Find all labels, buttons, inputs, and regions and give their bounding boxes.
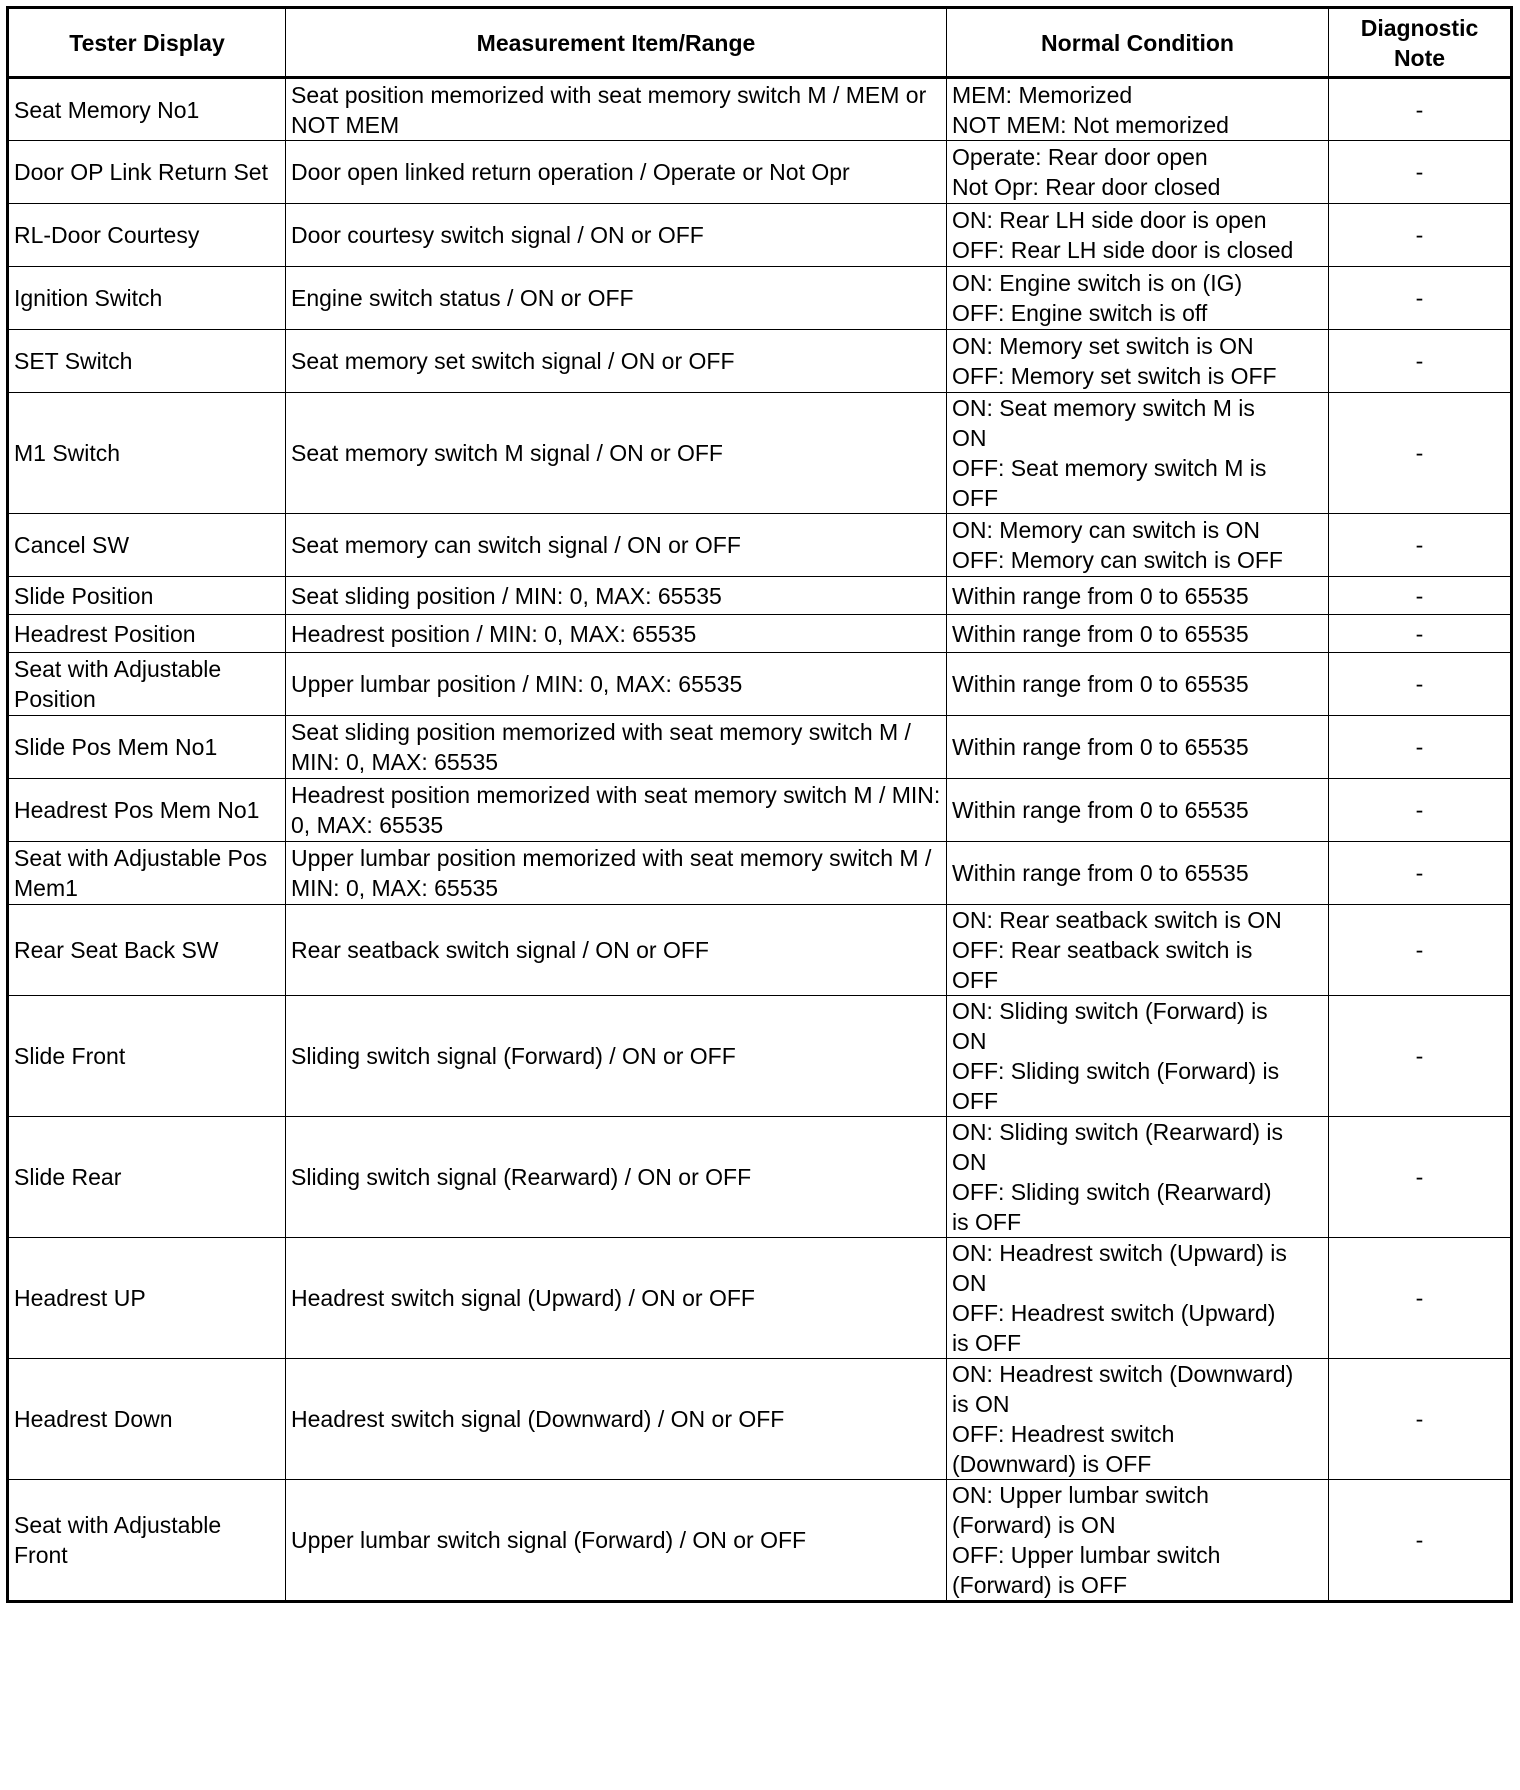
- cell-diagnostic-note: -: [1329, 1480, 1512, 1602]
- cell-diagnostic-note: -: [1329, 141, 1512, 204]
- cell-diagnostic-note: -: [1329, 905, 1512, 996]
- cell-normal-condition: ON: Rear LH side door is open OFF: Rear LH side door is closed: [947, 204, 1329, 267]
- table-row: [8, 1359, 1512, 1480]
- cell-tester-display: Seat Memory No1: [8, 78, 286, 141]
- cell-diagnostic-note: -: [1329, 779, 1512, 842]
- cell-tester-display: Cancel SW: [8, 514, 286, 577]
- cell-measurement-item: Engine switch status / ON or OFF: [286, 267, 947, 330]
- cell-measurement-item: Sliding switch signal (Rearward) / ON or OFF: [286, 1117, 947, 1238]
- cell-measurement-item: Door courtesy switch signal / ON or OFF: [286, 204, 947, 267]
- table-row: [8, 996, 1512, 1117]
- cell-diagnostic-note: -: [1329, 615, 1512, 653]
- table-row: [8, 1117, 1512, 1238]
- cell-normal-condition: ON: Rear seatback switch is ON OFF: Rear seatback switch is OFF: [947, 905, 1329, 996]
- table-row: [8, 1238, 1512, 1359]
- cell-normal-condition: ON: Memory set switch is ON OFF: Memory set switch is OFF: [947, 330, 1329, 393]
- table-row: [8, 615, 1512, 653]
- table-row: [8, 779, 1512, 842]
- cell-diagnostic-note: -: [1329, 1359, 1512, 1480]
- table-row: [8, 330, 1512, 393]
- cell-measurement-item: Headrest switch signal (Upward) / ON or OFF: [286, 1238, 947, 1359]
- cell-diagnostic-note: -: [1329, 577, 1512, 615]
- cell-diagnostic-note: -: [1329, 78, 1512, 141]
- table-row: [8, 577, 1512, 615]
- cell-measurement-item: Door open linked return operation / Operate or Not Opr: [286, 141, 947, 204]
- table-row: [8, 842, 1512, 905]
- cell-diagnostic-note: -: [1329, 393, 1512, 514]
- cell-measurement-item: Headrest position / MIN: 0, MAX: 65535: [286, 615, 947, 653]
- cell-tester-display: Headrest Down: [8, 1359, 286, 1480]
- cell-tester-display: Slide Front: [8, 996, 286, 1117]
- cell-measurement-item: Upper lumbar switch signal (Forward) / ON or OFF: [286, 1480, 947, 1602]
- cell-measurement-item: Seat sliding position / MIN: 0, MAX: 65535: [286, 577, 947, 615]
- cell-normal-condition: Operate: Rear door open Not Opr: Rear door closed: [947, 141, 1329, 204]
- cell-diagnostic-note: -: [1329, 1238, 1512, 1359]
- table-row: [8, 653, 1512, 716]
- cell-measurement-item: Headrest position memorized with seat memory switch M / MIN: 0, MAX: 65535: [286, 779, 947, 842]
- cell-tester-display: Headrest Pos Mem No1: [8, 779, 286, 842]
- cell-diagnostic-note: -: [1329, 204, 1512, 267]
- cell-tester-display: Seat with Adjustable Front: [8, 1480, 286, 1602]
- table-row: [8, 141, 1512, 204]
- table-row: [8, 393, 1512, 514]
- cell-tester-display: Slide Position: [8, 577, 286, 615]
- cell-normal-condition: ON: Headrest switch (Upward) is ON OFF: Headrest switch (Upward) is OFF: [947, 1238, 1329, 1359]
- cell-tester-display: Headrest UP: [8, 1238, 286, 1359]
- cell-tester-display: Door OP Link Return Set: [8, 141, 286, 204]
- cell-normal-condition: ON: Engine switch is on (IG) OFF: Engine switch is off: [947, 267, 1329, 330]
- cell-diagnostic-note: -: [1329, 653, 1512, 716]
- cell-diagnostic-note: -: [1329, 514, 1512, 577]
- cell-measurement-item: Upper lumbar position / MIN: 0, MAX: 65535: [286, 653, 947, 716]
- cell-tester-display: M1 Switch: [8, 393, 286, 514]
- cell-diagnostic-note: -: [1329, 267, 1512, 330]
- cell-tester-display: Seat with Adjustable Position: [8, 653, 286, 716]
- table-row: [8, 78, 1512, 141]
- cell-measurement-item: Sliding switch signal (Forward) / ON or OFF: [286, 996, 947, 1117]
- cell-diagnostic-note: -: [1329, 1117, 1512, 1238]
- cell-diagnostic-note: -: [1329, 330, 1512, 393]
- cell-measurement-item: Upper lumbar position memorized with seat memory switch M / MIN: 0, MAX: 65535: [286, 842, 947, 905]
- table-row: [8, 905, 1512, 996]
- cell-measurement-item: Seat sliding position memorized with seat memory switch M / MIN: 0, MAX: 65535: [286, 716, 947, 779]
- cell-normal-condition: Within range from 0 to 65535: [947, 615, 1329, 653]
- data-list-table: [6, 6, 1513, 1603]
- cell-normal-condition: Within range from 0 to 65535: [947, 577, 1329, 615]
- cell-measurement-item: Rear seatback switch signal / ON or OFF: [286, 905, 947, 996]
- cell-normal-condition: ON: Headrest switch (Downward) is ON OFF: Headrest switch (Downward) is OFF: [947, 1359, 1329, 1480]
- cell-normal-condition: Within range from 0 to 65535: [947, 716, 1329, 779]
- cell-tester-display: RL-Door Courtesy: [8, 204, 286, 267]
- cell-normal-condition: ON: Seat memory switch M is ON OFF: Seat memory switch M is OFF: [947, 393, 1329, 514]
- cell-normal-condition: ON: Upper lumbar switch (Forward) is ON OFF: Upper lumbar switch (Forward) is OFF: [947, 1480, 1329, 1602]
- cell-tester-display: Slide Pos Mem No1: [8, 716, 286, 779]
- header-measurement-item: Measurement Item/Range: [286, 8, 947, 78]
- cell-tester-display: Rear Seat Back SW: [8, 905, 286, 996]
- data-list-table-container: [6, 6, 1510, 1603]
- cell-tester-display: Headrest Position: [8, 615, 286, 653]
- header-tester-display: Tester Display: [8, 8, 286, 78]
- cell-diagnostic-note: -: [1329, 996, 1512, 1117]
- header-diagnostic-note: Diagnostic Note: [1329, 8, 1512, 78]
- cell-measurement-item: Seat memory set switch signal / ON or OFF: [286, 330, 947, 393]
- cell-normal-condition: ON: Sliding switch (Rearward) is ON OFF: Sliding switch (Rearward) is OFF: [947, 1117, 1329, 1238]
- cell-measurement-item: Seat position memorized with seat memory switch M / MEM or NOT MEM: [286, 78, 947, 141]
- header-row: [8, 8, 1512, 78]
- cell-normal-condition: Within range from 0 to 65535: [947, 653, 1329, 716]
- table-row: [8, 514, 1512, 577]
- cell-measurement-item: Seat memory can switch signal / ON or OFF: [286, 514, 947, 577]
- table-row: [8, 267, 1512, 330]
- table-row: [8, 204, 1512, 267]
- cell-tester-display: Ignition Switch: [8, 267, 286, 330]
- table-row: [8, 716, 1512, 779]
- table-row: [8, 1480, 1512, 1602]
- cell-normal-condition: ON: Sliding switch (Forward) is ON OFF: Sliding switch (Forward) is OFF: [947, 996, 1329, 1117]
- cell-tester-display: Slide Rear: [8, 1117, 286, 1238]
- cell-normal-condition: ON: Memory can switch is ON OFF: Memory can switch is OFF: [947, 514, 1329, 577]
- cell-normal-condition: Within range from 0 to 65535: [947, 779, 1329, 842]
- cell-diagnostic-note: -: [1329, 842, 1512, 905]
- table-header: [8, 8, 1512, 78]
- cell-tester-display: SET Switch: [8, 330, 286, 393]
- cell-normal-condition: MEM: Memorized NOT MEM: Not memorized: [947, 78, 1329, 141]
- table-body: [8, 78, 1512, 1602]
- header-normal-condition: Normal Condition: [947, 8, 1329, 78]
- cell-measurement-item: Headrest switch signal (Downward) / ON or OFF: [286, 1359, 947, 1480]
- cell-tester-display: Seat with Adjustable Pos Mem1: [8, 842, 286, 905]
- cell-diagnostic-note: -: [1329, 716, 1512, 779]
- cell-measurement-item: Seat memory switch M signal / ON or OFF: [286, 393, 947, 514]
- cell-normal-condition: Within range from 0 to 65535: [947, 842, 1329, 905]
